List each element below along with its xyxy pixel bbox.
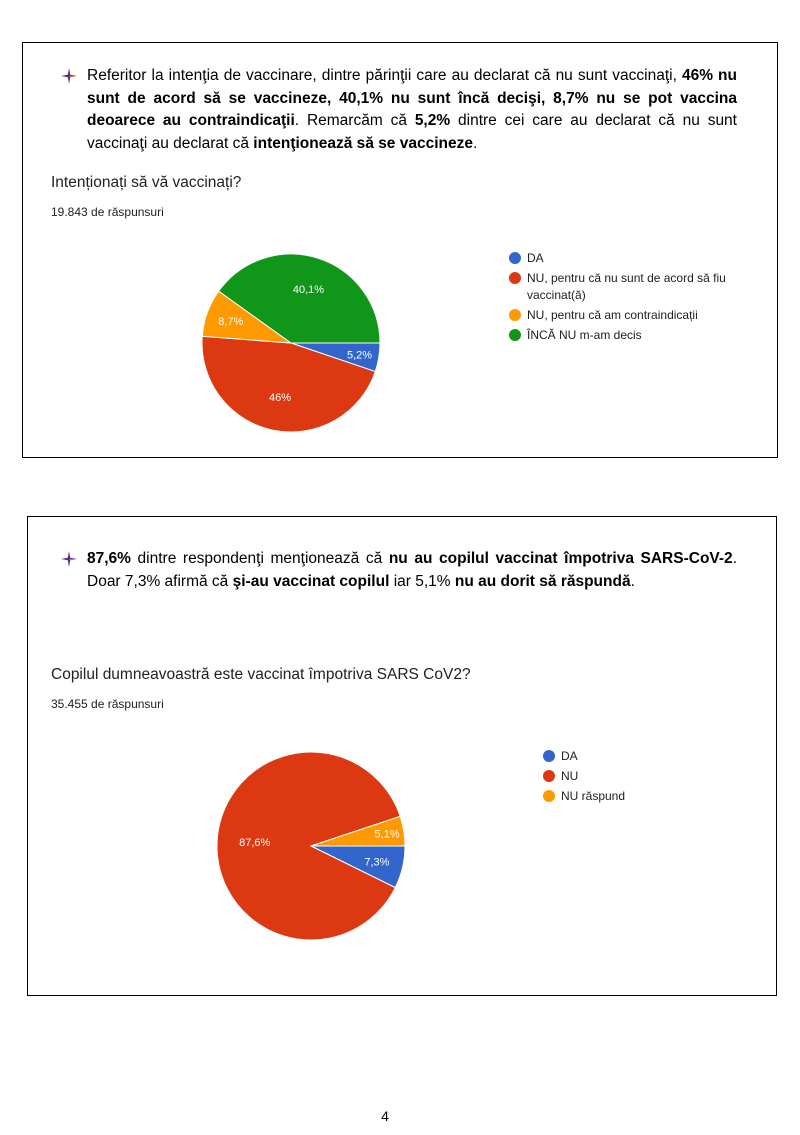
legend-item	[509, 250, 739, 267]
legend-color-dot	[509, 329, 521, 341]
legend-label: DA	[527, 251, 544, 265]
text-run: intenţionează să se vaccineze	[253, 134, 473, 152]
legend-label: NU, pentru că nu sunt de acord să fiu vaccinat(ă)	[527, 271, 726, 302]
legend-color-dot	[543, 770, 555, 782]
text-run: şi-au vaccinat copilul	[232, 572, 390, 590]
text-run: 7,3%	[124, 572, 161, 590]
legend-item	[543, 748, 763, 765]
slice-label: 7,3%	[364, 856, 390, 869]
legend-color-dot	[509, 272, 521, 284]
text-run: iar	[389, 572, 416, 590]
summary-paragraph	[87, 65, 737, 155]
question-title: Intenționați să vă vaccinați?	[51, 174, 242, 191]
text-run: . Doar	[87, 550, 737, 590]
legend-color-dot	[509, 309, 521, 321]
pie-chart	[191, 243, 391, 443]
slice-label: 5,1%	[374, 828, 400, 841]
legend-color-dot	[543, 750, 555, 762]
text-run: . Remarcăm că	[294, 112, 415, 129]
legend-item	[509, 327, 739, 344]
legend-color-dot	[509, 252, 521, 264]
legend-item	[543, 788, 763, 805]
text-run: afirmă că	[160, 572, 233, 590]
legend-item	[509, 307, 739, 324]
slice-label: 87,6%	[239, 837, 271, 850]
star-bullet-icon	[61, 68, 77, 84]
legend-item	[509, 270, 739, 304]
legend-color-dot	[543, 790, 555, 802]
slice-label: 46%	[268, 392, 291, 405]
text-run: 5,2%	[414, 112, 451, 129]
legend-label: NU	[561, 769, 579, 783]
text-run: .	[630, 572, 635, 590]
slice-label: 8,7%	[218, 316, 244, 329]
text-run: 5,1%	[415, 572, 451, 590]
page-number: 4	[381, 1108, 389, 1124]
text-run: .	[472, 134, 478, 152]
pie-chart	[211, 746, 411, 946]
panel-child-vaccination	[27, 516, 777, 996]
slice-label: 5,2%	[346, 349, 373, 362]
question-title: Copilul dumneavoastră este vaccinat împotriva SARS CoV2?	[51, 666, 471, 683]
text-run: dintre respondenţi menţionează că	[130, 550, 389, 567]
slice-label: 40,1%	[292, 283, 325, 296]
response-count: 35.455 de răspunsuri	[51, 697, 164, 711]
text-run: dintre cei care au declarat că nu sunt vaccinaţi au declarat că	[87, 112, 737, 152]
legend-label: NU, pentru că am contraindicații	[527, 308, 698, 322]
text-run: Referitor la intenţia de vaccinare, dintre părinţii care au declarat că nu sunt vaccinaţi,	[87, 67, 682, 84]
star-bullet-icon	[61, 551, 77, 567]
response-count: 19.843 de răspunsuri	[51, 205, 164, 219]
text-run: nu au copilul vaccinat împotriva SARS-CoV-2	[388, 550, 733, 567]
text-run: nu au dorit să răspundă	[454, 572, 631, 590]
text-run: 46% nu sunt de acord să se vaccineze, 40,1% nu sunt încă decişi, 8,7% nu se pot vaccina deoarece au contraindicaţii	[87, 67, 737, 129]
summary-paragraph	[87, 548, 737, 593]
panel-vaccination-intent	[22, 42, 778, 458]
legend-label: DA	[561, 749, 578, 763]
legend-label: NU răspund	[561, 789, 626, 803]
text-run: 87,6%	[87, 550, 131, 567]
legend-item	[543, 768, 763, 785]
chart-legend	[543, 748, 763, 808]
chart-legend	[509, 250, 739, 347]
legend-label: ÎNCĂ NU m-am decis	[527, 328, 642, 342]
